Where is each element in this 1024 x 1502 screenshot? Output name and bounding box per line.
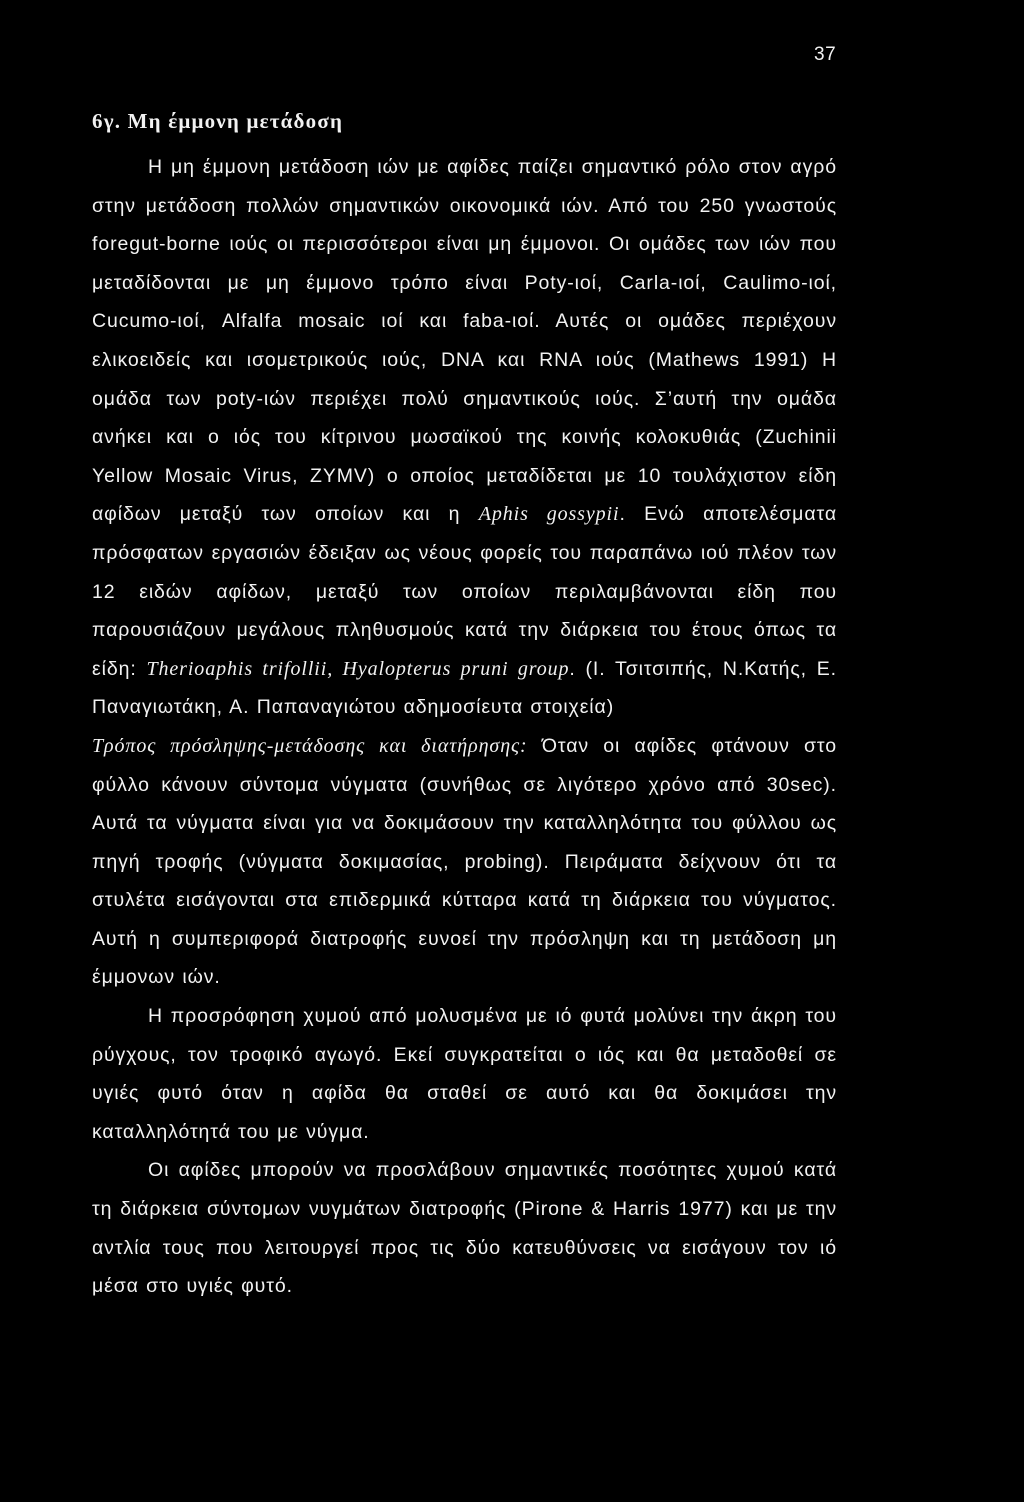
paragraph-text: . (Ι. Τσιτσιπής, Ν.Κατής, Ε. Παναγιωτάκη, Α. Παπαναγιώτου αδημοσίευτα στοιχεία)	[92, 657, 837, 719]
paragraph-sap-ingestion: Η προσρόφηση χυμού από μολυσμένα με ιό φυτά μολύνει την άκρη του ρύγχους, τον τροφικό αγωγό. Εκεί συγκρατείται ο ιός και θα μεταδοθεί σε υγιές φυτό όταν η αφίδα θα σταθεί σε αυτό και θα δοκιμάσει την καταλληλότητά του με νύγμα.	[92, 1005, 837, 1143]
species-names-italic: Therioaphis trifollii, Hyalopterus pruni group	[146, 657, 570, 680]
section-heading: 6γ. Μη έμμονη μετάδοση	[92, 109, 344, 133]
page-content	[92, 104, 837, 1306]
paragraph-text: . Ενώ αποτελέσματα πρόσφατων εργασιών έδειξαν ως νέους φορείς του παραπάνω ιού πλέον των 12 ειδών αφίδων, μεταξύ των οποίων περιλαμβάνονται είδη που παρουσιάζουν μεγάλους πληθυσμούς κατά την διάρκεια του έτους όπως τα είδη:	[92, 503, 837, 680]
page-number: 37	[814, 44, 837, 65]
species-name-italic: Aphis gossypii	[478, 503, 620, 526]
paragraph-acquisition-mode	[92, 727, 837, 997]
paragraph-text: Όταν οι αφίδες φτάνουν στο φύλλο κάνουν σύντομα νύγματα (συνήθως σε λιγότερο χρόνο από 30sec). Αυτά τα νύγματα είναι για να δοκιμάσουν την καταλληλότητα του φύλλου ως πηγή τροφής (νύγματα δοκιμασίας, probing). Πειράματα δείχνουν ότι τα στυλέτα εισάγονται στα επιδερμικά κύτταρα κατά τη διάρκεια του νύγματος. Αυτή η συμπεριφορά διατροφής ευνοεί την πρόσληψη και τη μετάδοση μη έμμονων ιών.	[92, 734, 837, 989]
subheading-italic: Τρόπος πρόσληψης-μετάδοσης και διατήρησης:	[92, 734, 528, 757]
paragraph-nonpersistent-transmission	[92, 148, 837, 727]
paragraph-sap-uptake: Οι αφίδες μπορούν να προσλάβουν σημαντικές ποσότητες χυμού κατά τη διάρκεια σύντομων νυγμάτων διατροφής (Pirone & Harris 1977) και με την αντλία τους που λειτουργεί προς τις δύο κατευθύνσεις να εισάγουν τον ιό μέσα στο υγιές φυτό.	[92, 1159, 837, 1298]
paragraph-text: Η μη έμμονη μετάδοση ιών με αφίδες παίζει σημαντικό ρόλο στον αγρό στην μετάδοση πολλών σημαντικών οικονομικά ιών. Από του 250 γνωστούς foregut-borne ιούς οι περισσότεροι είναι μη έμμονοι. Οι ομάδες των ιών που μεταδίδονται με μη έμμονο τρόπο είναι Poty-ιοί, Carla-ιοί, Caulimo-ιοί, Cucumo-ιοί, Alfalfa mosaic ιοί και faba-ιοί. Αυτές οι ομάδες περιέχουν ελικοειδείς και ισομετρικούς ιούς, DNA και RNA ιούς (Mathews 1991) Η ομάδα των poty-ιών περιέχει πολύ σημαντικούς ιούς. Σ’αυτή την ομάδα ανήκει και ο ιός του κίτρινου μωσαϊκού της κοινής κολοκυθιάς (Zuchinii Yellow Mosaic Virus, ZYMV) ο οποίος μεταδίδεται με 10 τουλάχιστον είδη αφίδων μεταξύ των οποίων και η	[92, 156, 837, 526]
